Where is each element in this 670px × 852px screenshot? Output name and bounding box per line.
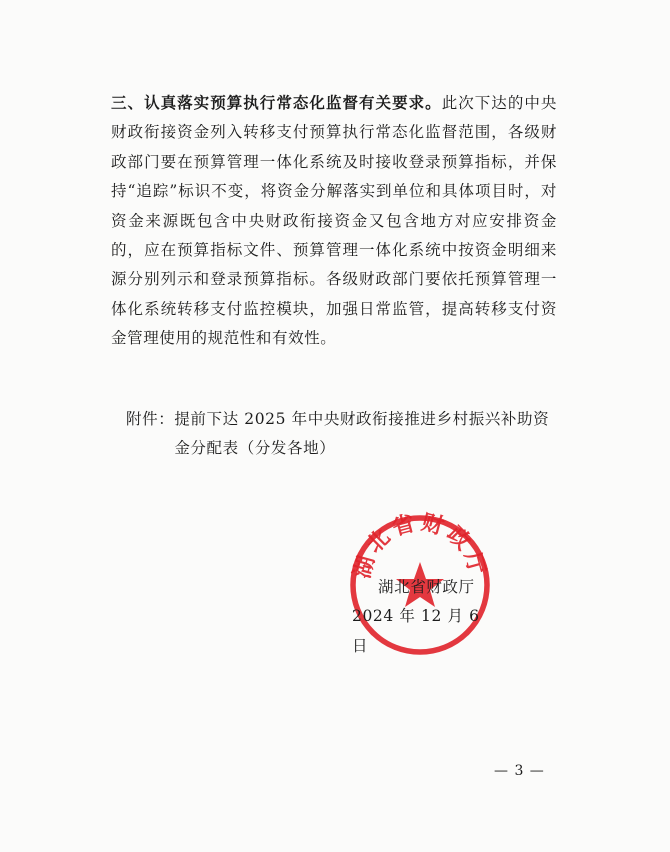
signature-org: 湖北省财政厅 [378, 578, 475, 596]
signature-date: 2024 年 12 月 6 日 [352, 607, 480, 655]
attachment-block [126, 405, 558, 464]
attachment-label: 附件： [126, 410, 175, 428]
paragraph-text: 此次下达的中央财政衔接资金列入转移支付预算执行常态化监督范围，各级财政部门要在预算管理一体化系统及时接收登录预算指标，并保持“追踪”标识不变，将资金分解落实到单位和具体项目时，对资金来源既包含中央财政衔接资金又包含地方对应安排资金的，应在预算指标文件、预算管理一体化系统中按资金明细来源分别列示和登录预算指标。各级财政部门要依托预算管理一体化系统转移支付监控模块，加强日常监管，提高转移支付资金管理使用的规范性和有效性。 [111, 94, 557, 348]
attachment-title: 提前下达 2025 年中央财政衔接推进乡村振兴补助资金分配表（分发各地） [174, 410, 550, 458]
signature-block [352, 573, 492, 661]
seal-text: 湖北省财政厅 [349, 510, 491, 582]
page-number: — 3 — [494, 763, 545, 779]
body-paragraph [111, 88, 557, 354]
paragraph-lead: 三、认真落实预算执行常态化监督有关要求。 [111, 93, 442, 112]
